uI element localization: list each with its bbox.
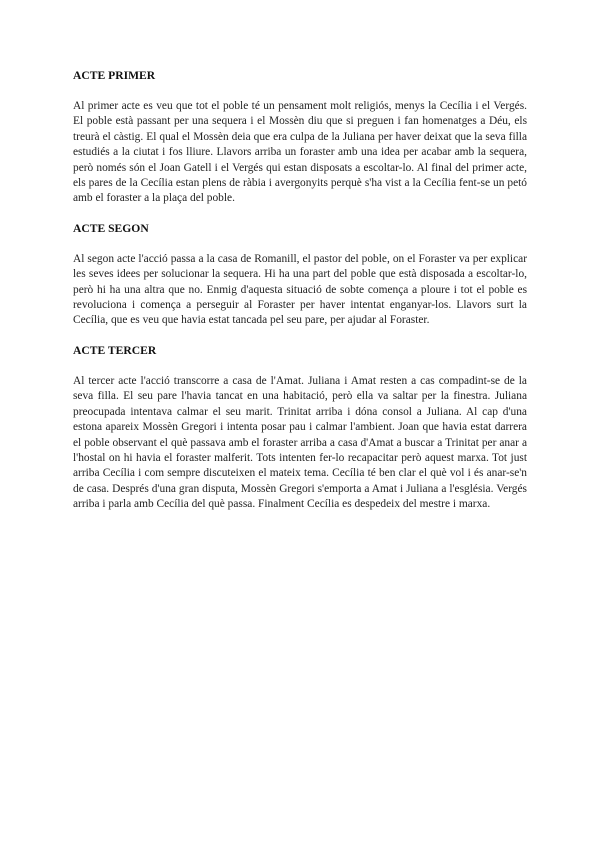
section-paragraph: Al primer acte es veu que tot el poble té un pensament molt religiós, menys la Cecília i el Vergés. El poble està passant per una sequera i el Mossèn diu que si preguen i fan homenatges a Déu, els treurà el càstig. El qual el Mossèn deia que era culpa de la Juliana per haver deixat que la seva filla estudiés a la ciutat i fos lliure. Llavors arriba un foraster amb una idea per acabar amb la sequera, però només són el Joan Gatell i el Vergés qui estan disposats a escoltar-lo. Al final del primer acte, els pares de la Cecília estan plens de ràbia i avergonyits perquè s'ha vist a la Cecília fent-se un petó amb el foraster a la plaça del poble. [73,100,527,205]
section-paragraph: Al segon acte l'acció passa a la casa de Romanill, el pastor del poble, on el Foraster va per explicar les seves idees per solucionar la sequera. Hi ha una part del poble que està disposada a escoltar-lo, però hi ha una altra que no. Enmig d'aquesta situació de sobte comença a ploure i tot el poble es revoluciona i comença a perseguir al Foraster per haver intentat enganyar-los. Llavors surt la Cecília, que es veu que havia estat tancada pel seu pare, per ajudar al Foraster. [73,252,527,327]
section-heading: ACTE TERCER [73,343,157,357]
section-heading: ACTE PRIMER [73,69,156,82]
document-page [73,68,527,527]
section-acte-primer [73,68,527,207]
section-heading: ACTE SEGON [73,221,149,235]
section-acte-segon [73,221,527,329]
section-paragraph: Al tercer acte l'acció transcorre a casa de l'Amat. Juliana i Amat resten a cas compadint-se de la seva filla. El seu pare l'havia tancat en una habitació, però ella va saltar per la finestra. Juliana preocupada intentava calmar el seu marit. Trinitat arriba i dóna consol a Juliana. Al cap d'una estona apareix Mossèn Gregori i intenta posar pau i calmar l'ambient. Joan que havia estat darrera el poble observant el què passava amb el foraster arriba a casa d'Amat a buscar a Trinitat per anar a l'hostal on hi havia el foraster malferit. Tots intenten fer-lo recapacitar però aquest marxa. Tot just arriba Cecília i com sempre discuteixen el mateix tema. Cecília té ben clar el què vol i és anar-se'n de casa. Després d'una gran disputa, Mossèn Gregori s'emporta a Amat i Juliana a l'església. Vergés arriba i parla amb Cecília del què passa. Finalment Cecília es despedeix del mestre i marxa. [73,374,527,511]
section-acte-tercer [73,343,527,513]
